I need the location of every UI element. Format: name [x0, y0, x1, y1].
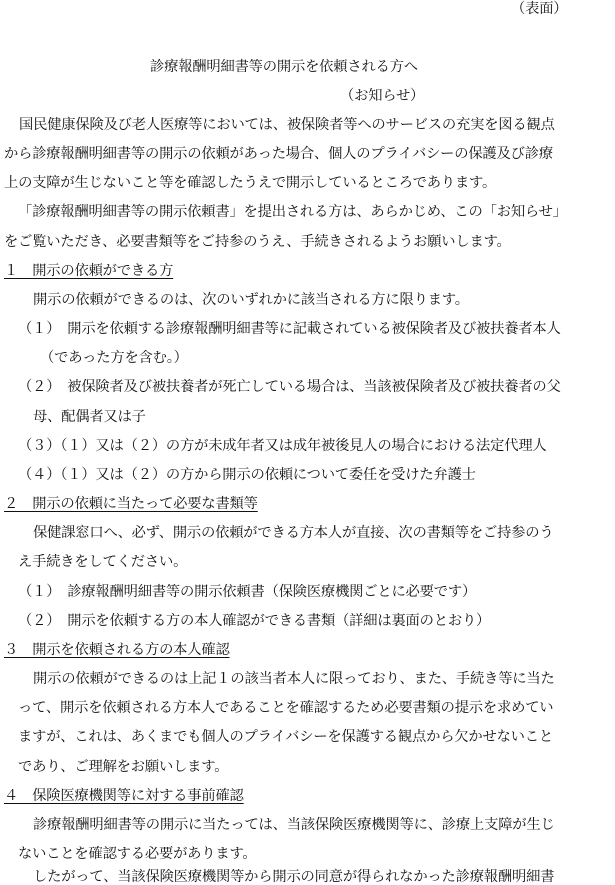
section-heading: ３ 開示を依頼される方の本人確認 [4, 642, 230, 658]
list-item: （１） 開示を依頼する診療報酬明細書等に記載されている被保険者及び被扶養者本人 [18, 321, 561, 337]
body-line: って、開示を依頼される方本人であることを確認するため必要書類の提示を求めてい [18, 700, 554, 716]
list-item: （４）（１）又は（２）の方から開示の依頼について委任を受けた弁護士 [18, 467, 476, 483]
list-item: （２） 開示を依頼する方の本人確認ができる書類（詳細は裏面のとおり） [18, 613, 491, 629]
section-heading: ２ 開示の依頼に当たって必要な書類等 [4, 496, 258, 512]
intro-line: から診療報酬明細書等の開示の依頼があった場合、個人のプライバシーの保護及び診療 [4, 146, 553, 162]
intro-line: をご覧いただき、必要書類等をご持参のうえ、手続きされるようお願いします。 [4, 234, 511, 250]
list-item: （３）（１）又は（２）の方が未成年者又は成年被後見人の場合における法定代理人 [18, 438, 547, 454]
body-line: であり、ご理解をお願いします。 [18, 759, 229, 775]
intro-line: 「診療報酬明細書等の開示依頼書」を提出される方は、あらかじめ、この「お知らせ」 [18, 204, 567, 220]
document-subtitle: （お知らせ） [340, 88, 425, 104]
body-line: （であった方を含む。） [40, 350, 188, 366]
list-item: （２） 被保険者及び被扶養者が死亡している場合は、当該被保険者及び被扶養者の父 [18, 379, 561, 395]
list-item: （１） 診療報酬明細書等の開示依頼書（保険医療機関ごとに必要です） [18, 584, 477, 600]
body-line: 開示の依頼ができるのは、次のいずれかに該当される方に限ります。 [33, 292, 469, 308]
body-line: 診療報酬明細書等の開示に当たっては、当該保険医療機関等に、診療上支障が生じ [33, 817, 555, 833]
body-line: ますが、これは、あくまでも個人のプライバシーを保護する観点から欠かせないこと [18, 729, 553, 745]
side-label: （表面） [511, 1, 568, 17]
body-line: したがって、当該保険医療機関等から開示の同意が得られなかった診療報酬明細書 [33, 869, 555, 885]
section-heading: ４ 保険医療機関等に対する事前確認 [4, 788, 244, 804]
body-line: 開示の依頼ができるのは上記１の該当者本人に限っており、また、手続き等に当た [33, 671, 555, 687]
intro-line: 国民健康保険及び老人医療等においては、被保険者等へのサービスの充実を図る観点 [19, 117, 555, 133]
body-line: 母、配偶者又は子 [33, 409, 146, 425]
intro-line: 上の支障が生じないこと等を確認したうえで開示しているところであります。 [4, 175, 497, 191]
section-heading: １ 開示の依頼ができる方 [4, 263, 174, 279]
body-line: ないことを確認する必要があります。 [18, 846, 257, 862]
document-title: 診療報酬明細書等の開示を依頼される方へ [150, 59, 418, 75]
body-line: え手続きをしてください。 [18, 554, 188, 570]
body-line: 保健課窓口へ、必ず、開示の依頼ができる方本人が直接、次の書類等をご持参のう [33, 525, 554, 541]
